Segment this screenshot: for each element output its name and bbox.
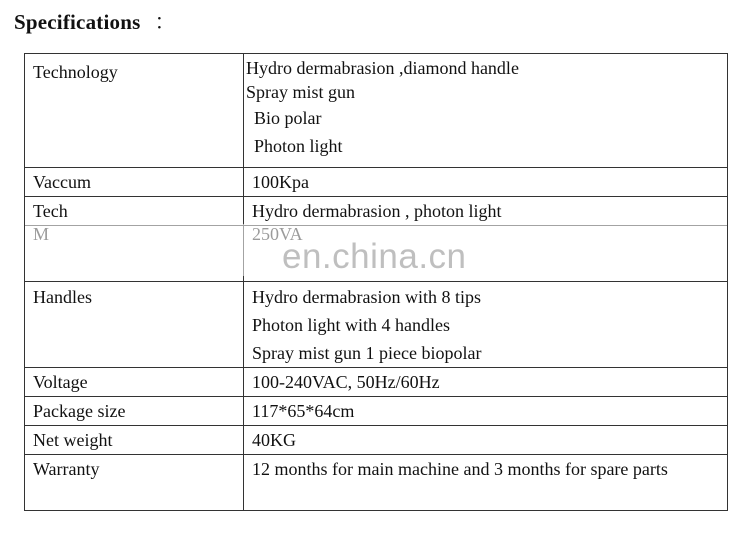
title-colon: ：: [154, 10, 176, 34]
table-row: [25, 368, 728, 397]
row-label: Handles: [25, 282, 244, 368]
value-line: Photon light: [254, 136, 343, 156]
row-label: Net weight: [25, 426, 244, 455]
table-row: [25, 282, 728, 368]
value-line: Hydro dermabrasion ,diamond handle: [246, 58, 519, 78]
row-label: Voltage: [25, 368, 244, 397]
value-line: Photon light with 4 handles: [252, 315, 450, 335]
row-value: [244, 54, 728, 168]
value-line: Spray mist gun: [246, 82, 356, 102]
table-row: [25, 426, 728, 455]
table-row: [25, 168, 728, 197]
row-value: 117*65*64cm: [244, 397, 728, 426]
value-line: Bio polar: [254, 108, 322, 128]
table-row: [25, 455, 728, 511]
table-row: [25, 54, 728, 168]
row-label: Tech: [25, 197, 244, 226]
row-label: Warranty: [25, 455, 244, 511]
table-row: [25, 197, 728, 226]
row-label: Package size: [25, 397, 244, 426]
watermark: en.china.cn: [282, 237, 467, 276]
value-line: Hydro dermabrasion with 8 tips: [252, 287, 481, 307]
row-value: 40KG: [244, 426, 728, 455]
value-line: 12 months for main machine and 3 months for spare parts: [252, 459, 668, 479]
row-label: Technology: [25, 54, 244, 168]
row-label: Vaccum: [25, 168, 244, 197]
row-value: 100-240VAC, 50Hz/60Hz: [244, 368, 728, 397]
table-row: [25, 397, 728, 426]
row-value: [244, 282, 728, 368]
row-value: Hydro dermabrasion , photon light: [244, 197, 728, 226]
page-title: [14, 6, 176, 36]
value-line: Spray mist gun 1 piece biopolar: [252, 343, 482, 363]
row-value: [244, 455, 728, 511]
title-text: Specifications: [14, 10, 141, 34]
specifications-table: [24, 53, 728, 511]
row-value: 100Kpa: [244, 168, 728, 197]
